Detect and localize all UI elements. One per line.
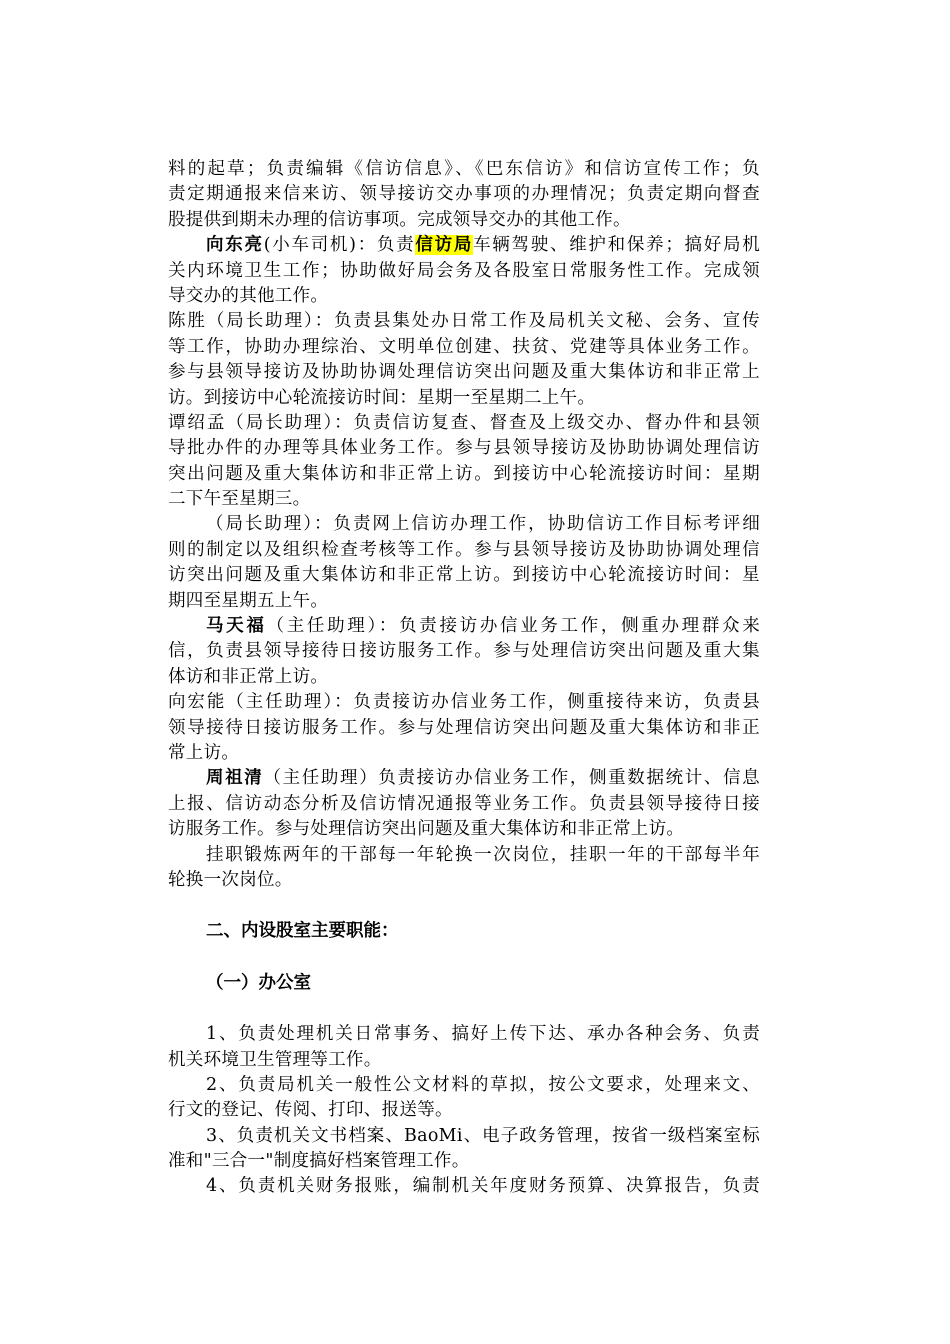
text-line: 访突出问题及重大集体访和非正常上访。到接访中心轮流接访时间：星 — [168, 565, 760, 586]
text-line: 突出问题及重大集体访和非正常上访。到接访中心轮流接访时间：星期 — [168, 463, 760, 484]
spacer — [168, 893, 768, 919]
text-line: 信，负责县领导接待日接访服务工作。参与处理信访突出问题及重大集 — [168, 641, 760, 662]
paragraph-xiang-dongliang — [168, 233, 760, 258]
document-page — [168, 157, 768, 1200]
text-line: 参与县领导接访及协助协调处理信访突出问题及重大集体访和非正常上 — [168, 362, 760, 383]
text-line: 挂职锻炼两年的干部每一年轮换一次岗位，挂职一年的干部每半年 — [206, 844, 760, 865]
text-line: 责定期通报来信来访、领导接访交办事项的办理情况；负责定期向督查 — [168, 184, 760, 205]
text-line: 访。到接访中心轮流接访时间：星期一至星期二上午。 — [168, 387, 596, 408]
duty-item-cont: 行文的登记、传阅、打印、报送等。 — [168, 1100, 453, 1121]
person-name: 周祖清 — [206, 768, 264, 789]
text-line: 体访和非正常上访。 — [168, 666, 329, 687]
text-line: 则的制定以及组织检查考核等工作。参与县领导接访及协助协调处理信 — [168, 539, 760, 560]
highlighted-term: 信访局 — [415, 235, 474, 256]
duty-item: 4、负责机关财务报账，编制机关年度财务预算、决算报告，负责 — [206, 1176, 760, 1197]
text-line: 导批办件的办理等具体业务工作。参与县领导接访及协助协调处理信访 — [168, 438, 760, 459]
text-line: 领导接待日接访服务工作。参与处理信访突出问题及重大集体访和非正 — [168, 717, 760, 738]
text-line: 陈胜（局长助理）：负责县集处办日常工作及局机关文秘、会务、宣传 — [168, 311, 760, 332]
person-name: 向东亮 — [206, 235, 264, 256]
text-line: 谭绍孟（局长助理）：负责信访复查、督查及上级交办、督办件和县领 — [168, 412, 760, 433]
person-name: 马天福 — [206, 616, 267, 637]
text-rest: （主任助理）：负责接访办信业务工作，侧重办理群众来 — [266, 616, 761, 637]
text-line: 关内环境卫生工作；协助做好局会务及各股室日常服务性工作。完成领 — [168, 260, 760, 281]
text-line: 股提供到期未办理的信访事项。完成领导交办的其他工作。 — [168, 209, 631, 230]
duty-item: 1、负责处理机关日常事务、搞好上传下达、承办各种会务、负责 — [206, 1024, 760, 1045]
section-heading: 二、内设股室主要职能： — [206, 921, 399, 942]
duty-item-cont: 机关环境卫生管理等工作。 — [168, 1049, 382, 1070]
text-line: 期四至星期五上午。 — [168, 590, 329, 611]
text-line: 访服务工作。参与处理信访突出问题及重大集体访和非正常上访。 — [168, 819, 685, 840]
text-line: 向宏能（主任助理）：负责接访办信业务工作，侧重接待来访，负责县 — [168, 692, 760, 713]
text-rest: （主任助理）负责接访办信业务工作，侧重数据统计、信息 — [263, 768, 760, 789]
duty-item: 2、负责局机关一般性公文材料的草拟，按公文要求，处理来文、 — [206, 1074, 760, 1095]
text-line: 轮换一次岗位。 — [168, 869, 293, 890]
subsection-heading: （一）办公室 — [206, 972, 311, 993]
duty-item: 3、负责机关文书档案、BaoMi、电子政务管理，按省一级档案室标 — [206, 1125, 760, 1146]
text-line: 常上访。 — [168, 742, 240, 763]
role-text: (小车司机)：负责 — [263, 235, 416, 256]
text-line: 等工作，协助办理综治、文明单位创建、扶贫、党建等具体业务工作。 — [168, 336, 760, 357]
text-line: 导交办的其他工作。 — [168, 285, 329, 306]
text-line: 上报、信访动态分析及信访情况通报等业务工作。负责县领导接待日接 — [168, 793, 760, 814]
paragraph-zhou-zuqing — [168, 766, 760, 791]
spacer — [168, 945, 768, 971]
text-line: 料的起草；负责编辑《信访信息》、《巴东信访》和信访宣传工作；负 — [168, 159, 760, 179]
text-line: 二下午至星期三。 — [168, 489, 311, 510]
text-line: （局长助理）：负责网上信访办理工作，协助信访工作目标考评细 — [206, 514, 760, 535]
spacer — [168, 996, 768, 1022]
duty-item-cont: 准和"三合一"制度搞好档案管理工作。 — [168, 1151, 470, 1172]
text-rest: 车辆驾驶、维护和保养；搞好局机 — [473, 235, 761, 256]
paragraph-ma-tianfu — [168, 614, 760, 639]
